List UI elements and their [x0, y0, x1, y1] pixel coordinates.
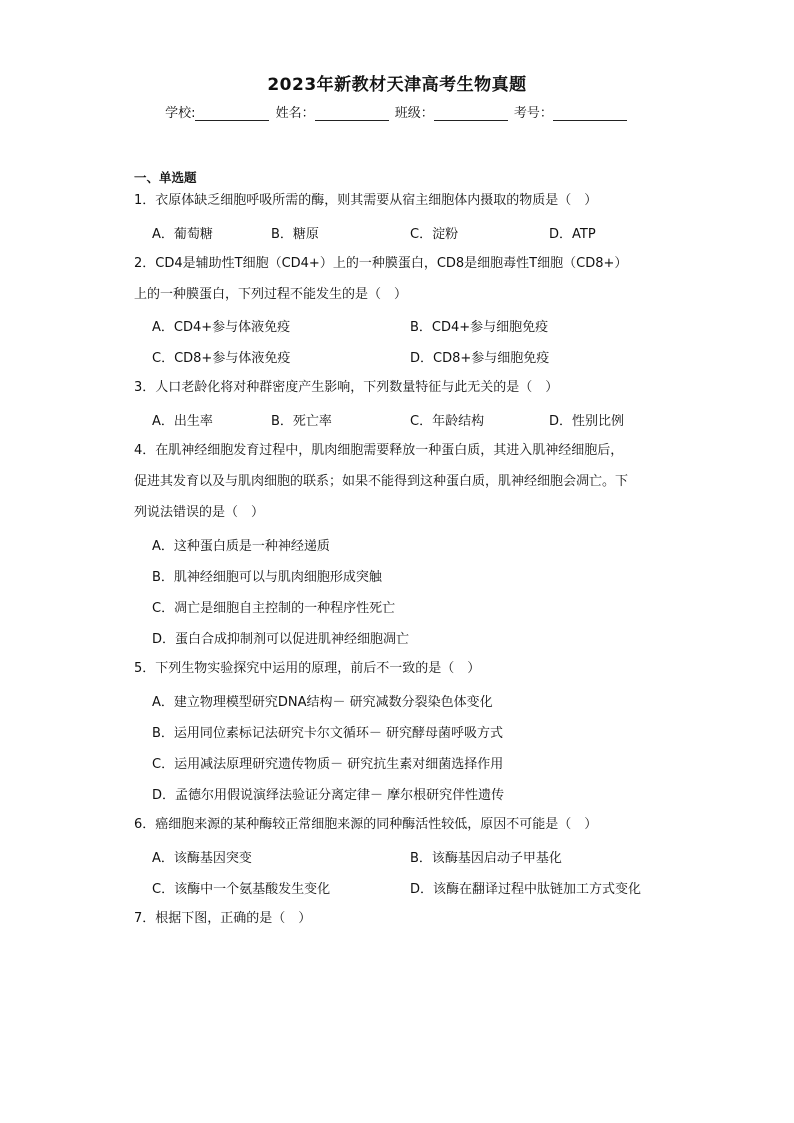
class-label: 班级：: [394, 106, 434, 121]
q6-option-a[interactable]: A．该酶基因突变: [152, 851, 252, 866]
name-blank[interactable]: [315, 106, 389, 121]
q4-option-a[interactable]: A．这种蛋白质是一种神经递质: [152, 539, 330, 554]
q3-option-d[interactable]: D．性别比例: [549, 414, 625, 429]
q6-option-b[interactable]: B．该酶基因启动子甲基化: [410, 851, 562, 866]
q5-option-c[interactable]: C．运用减法原理研究遗传物质－ 研究抗生素对细菌选择作用: [152, 757, 504, 772]
q4-option-c[interactable]: C．凋亡是细胞自主控制的一种程序性死亡: [152, 601, 396, 616]
number-blank[interactable]: [553, 106, 627, 121]
q5-option-a[interactable]: A．建立物理模型研究DNA结构－ 研究减数分裂染色体变化: [152, 695, 493, 710]
student-info-line: [0, 102, 794, 121]
q1-option-a[interactable]: A．葡萄糖: [152, 227, 213, 242]
question-6-stem: 6．癌细胞来源的某种酶较正常细胞来源的同种酶活性较低，原因不可能是（ ）: [134, 817, 598, 832]
q6-option-c[interactable]: C．该酶中一个氨基酸发生变化: [152, 882, 331, 897]
q2-option-a[interactable]: A．CD4+参与体液免疫: [152, 320, 291, 335]
q4-option-d[interactable]: D．蛋白合成抑制剂可以促进肌神经细胞凋亡: [152, 632, 410, 647]
q5-option-b[interactable]: B．运用同位素标记法研究卡尔文循环－ 研究酵母菌呼吸方式: [152, 726, 504, 741]
q6-option-d[interactable]: D．该酶在翻译过程中肽链加工方式变化: [410, 882, 642, 897]
name-label: 姓名：: [275, 106, 315, 121]
question-1-stem: 1．衣原体缺乏细胞呼吸所需的酶，则其需要从宿主细胞体内摄取的物质是（ ）: [134, 193, 598, 208]
question-5-stem: 5．下列生物实验探究中运用的原理，前后不一致的是（ ）: [134, 661, 481, 676]
question-4-stem-line-2: 促进其发育以及与肌肉细胞的联系；如果不能得到这种蛋白质，肌神经细胞会凋亡。下: [134, 474, 629, 489]
q5-option-d[interactable]: D．孟德尔用假说演绎法验证分离定律－ 摩尔根研究伴性遗传: [152, 788, 505, 803]
q1-option-b[interactable]: B．糖原: [271, 227, 319, 242]
page-title: 2023年新教材天津高考生物真题: [267, 75, 527, 95]
q2-option-d[interactable]: D．CD8+参与细胞免疫: [410, 351, 550, 366]
school-blank[interactable]: [195, 106, 269, 121]
question-2-stem-line-2: 上的一种膜蛋白，下列过程不能发生的是（ ）: [134, 287, 408, 302]
q3-option-b[interactable]: B．死亡率: [271, 414, 332, 429]
question-3-stem: 3．人口老龄化将对种群密度产生影响，下列数量特征与此无关的是（ ）: [134, 380, 559, 395]
question-7-stem: 7．根据下图，正确的是（ ）: [134, 911, 312, 926]
q3-option-a[interactable]: A．出生率: [152, 414, 213, 429]
q1-option-c[interactable]: C．淀粉: [410, 227, 459, 242]
q2-option-b[interactable]: B．CD4+参与细胞免疫: [410, 320, 549, 335]
q1-option-d[interactable]: D．ATP: [549, 227, 596, 242]
number-label: 考号：: [513, 106, 553, 121]
q3-option-c[interactable]: C．年龄结构: [410, 414, 485, 429]
section-heading: 一、单选题: [134, 170, 197, 185]
class-blank[interactable]: [434, 106, 508, 121]
q4-option-b[interactable]: B．肌神经细胞可以与肌肉细胞形成突触: [152, 570, 382, 585]
question-2-stem-line-1: 2．CD4是辅助性T细胞（CD4+）上的一种膜蛋白，CD8是细胞毒性T细胞（CD8+）: [134, 256, 628, 271]
school-label: 学校:: [165, 106, 196, 121]
question-4-stem-line-3: 列说法错误的是（ ）: [134, 505, 265, 520]
question-4-stem-line-1: 4．在肌神经细胞发育过程中，肌肉细胞需要释放一种蛋白质，其进入肌神经细胞后，: [134, 443, 624, 458]
q2-option-c[interactable]: C．CD8+参与体液免疫: [152, 351, 291, 366]
